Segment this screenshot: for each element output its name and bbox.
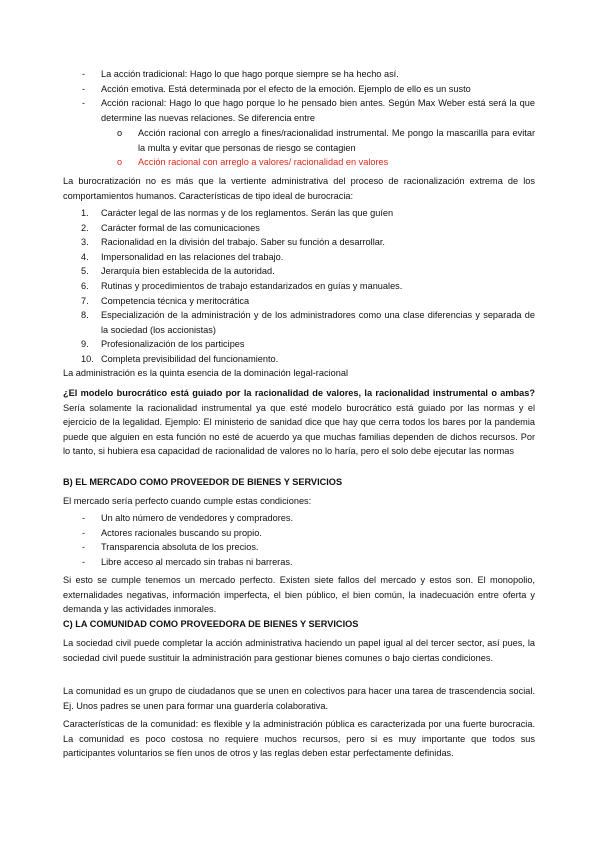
list-item-text: Competencia técnica y meritocrática [101, 295, 250, 306]
list-item-text: La acción tradicional: Hago lo que hago porque siempre se ha hecho así. [101, 69, 399, 79]
list-item-text: Especialización de la administración y de los administradores como una clase diferencias y separada de la sociedad (los accionistas) [101, 310, 535, 335]
list-item [117, 126, 535, 155]
list-item-text: Completa previsibilidad del funcionamiento. [101, 353, 279, 364]
paragraph-text: Si esto se cumple tenemos un mercado perfecto. Existen siete fallos del mercado y estos son. El monopolio, externalidades negativas, información imperfecta, el bien público, el bien común, la inadecuación entre oferta y demanda y las actividades inmorales. [63, 575, 535, 615]
community-paragraph-1 [63, 636, 535, 665]
community-paragraph-2 [63, 684, 535, 713]
market-intro-paragraph [63, 494, 535, 509]
list-item-text: Acción emotiva. Está determinada por el efecto de la emoción. Ejemplo de ello es un susto [101, 83, 471, 94]
paragraph-text: El mercado sería perfecto cuando cumple estas condiciones: [63, 496, 312, 506]
list-item-text: Jerarquía bien establecida de la autoridad. [101, 266, 275, 277]
dash-marker: - [82, 556, 86, 567]
list-item: 10. Completa previsibilidad del funcionamiento. [81, 353, 279, 364]
bureaucracy-characteristics-list [81, 206, 535, 367]
list-item: 9. Profesionalización de los participes [81, 339, 245, 350]
circle-marker: o [117, 157, 123, 168]
list-item-text: Transparencia absoluta de los precios. [101, 542, 259, 553]
answer-text: Sería solamente la racionalidad instrumental ya que esté modelo burocrático está guiado por las normas y el ejercicio de la legalidad. Ejemplo: El ministerio de sanidad dice que hay que cerra todos los bares por la pandemia puede que alguien en esta función no esté de acuerdo ya que muchas familias dependen de dichos recursos. Por lo tanto, si hubiera esa capacidad de racionalidad de valores no lo haría, pero el solo debe ejecutar las normas [63, 402, 535, 457]
question-paragraph [63, 386, 535, 459]
community-paragraph-3 [63, 717, 535, 761]
list-item: 3. Racionalidad en la división del trabajo. Saber su función a desarrollar. [81, 237, 385, 248]
list-item [82, 67, 535, 82]
paragraph-text: La administración es la quinta esencia de la dominación legal-racional [63, 368, 348, 378]
list-item-text: Rutinas y procedimientos de trabajo estandarizados en guías y manuales. [101, 280, 403, 291]
list-item [82, 540, 535, 555]
legal-rational-paragraph [63, 366, 535, 381]
dash-marker: - [82, 513, 86, 523]
rational-action-sub-list [117, 126, 535, 170]
list-item: 2. Carácter formal de las comunicaciones [81, 222, 260, 233]
market-failures-paragraph [63, 573, 535, 617]
list-item: 5. Jerarquía bien establecida de la autoridad. [81, 266, 275, 277]
section-c-heading: C) LA COMUNIDAD COMO PROVEEDORA DE BIENES Y SERVICIOS [63, 619, 359, 629]
list-item: 1. Carácter legal de las normas y de los reglamentos. Serán las que guíen [81, 208, 394, 218]
list-item [82, 511, 535, 526]
market-conditions-list [82, 511, 535, 569]
list-item-text: Carácter formal de las comunicaciones [101, 222, 260, 233]
list-item: 4. Impersonalidad en las relaciones del trabajo. [81, 251, 284, 262]
list-item-text: Acción racional: Hago lo que hago porque lo he pensado bien antes. Según Max Weber está será la que determine las nuevas relaciones. Se diferencia entre [101, 98, 535, 123]
bureaucracy-intro-paragraph [63, 174, 535, 203]
list-item-text: Racionalidad en la división del trabajo. Saber su función a desarrollar. [101, 237, 385, 248]
list-item-text: Actores racionales buscando su propio. [101, 527, 262, 538]
list-item-text: Impersonalidad en las relaciones del trabajo. [101, 251, 284, 262]
dash-marker: - [82, 69, 86, 79]
circle-marker: o [117, 128, 123, 138]
list-item-text: Acción racional con arreglo a valores/ racionalidad en valores [138, 157, 389, 168]
question-text: ¿El modelo burocrático está guiado por la racionalidad de valores, la racionalidad instrumental o ambas? [63, 388, 535, 398]
section-b-heading: B) EL MERCADO COMO PROVEEDOR DE BIENES Y SERVICIOS [63, 477, 343, 487]
action-types-list [82, 67, 535, 125]
list-item [82, 96, 535, 125]
dash-marker: - [82, 83, 86, 94]
list-item-text: Acción racional con arreglo a fines/racionalidad instrumental. Me pongo la mascarilla para evitar la multa y evitar que personas de riesgo se contagien [138, 128, 535, 153]
paragraph-text: La sociedad civil puede completar la acción administrativa haciendo un papel igual al del tercer sector, así pues, la sociedad civil puede sustituir la administración para gestionar bienes comunes o bajo ciertas condiciones. [63, 638, 535, 663]
paragraph-text: La burocratización no es más que la vertiente administrativa del proceso de racionalización extrema de los comportamientos humanos. Características de tipo ideal de burocracia: [63, 176, 535, 201]
list-item: 7. Competencia técnica y meritocrática [81, 295, 250, 306]
dash-marker: - [82, 542, 86, 553]
list-item-text: Libre acceso al mercado sin trabas ni barreras. [101, 556, 293, 567]
list-item: 6. Rutinas y procedimientos de trabajo estandarizados en guías y manuales. [81, 280, 403, 291]
dash-marker: - [82, 527, 86, 538]
list-item-text: Carácter legal de las normas y de los reglamentos. Serán las que guíen [101, 208, 394, 218]
list-item [82, 82, 535, 97]
paragraph-text: Características de la comunidad: es flexible y la administración pública es caracterizada por una fuerte burocracia. La comunidad es poco costosa no requiere muchos recursos, pero si es muy importante que todos sus participantes voluntarios se fíen unos de otros y las reglas deben estar perfectamente definidas. [63, 719, 535, 759]
list-item [82, 526, 535, 541]
dash-marker: - [82, 98, 86, 109]
list-item-text: Profesionalización de los participes [101, 339, 245, 350]
list-item-highlighted [117, 155, 535, 170]
list-item: 8. Especialización de la administración y de los administradores como una clase diferencias y separada de la sociedad (los accionistas) [81, 310, 535, 335]
list-item [82, 555, 535, 570]
paragraph-text: La comunidad es un grupo de ciudadanos que se unen en colectivos para hacer una tarea de trascendencia social. Ej. Unos padres se unen para formar una guardería colaborativa. [63, 686, 535, 711]
list-item-text: Un alto número de vendedores y compradores. [101, 513, 294, 523]
